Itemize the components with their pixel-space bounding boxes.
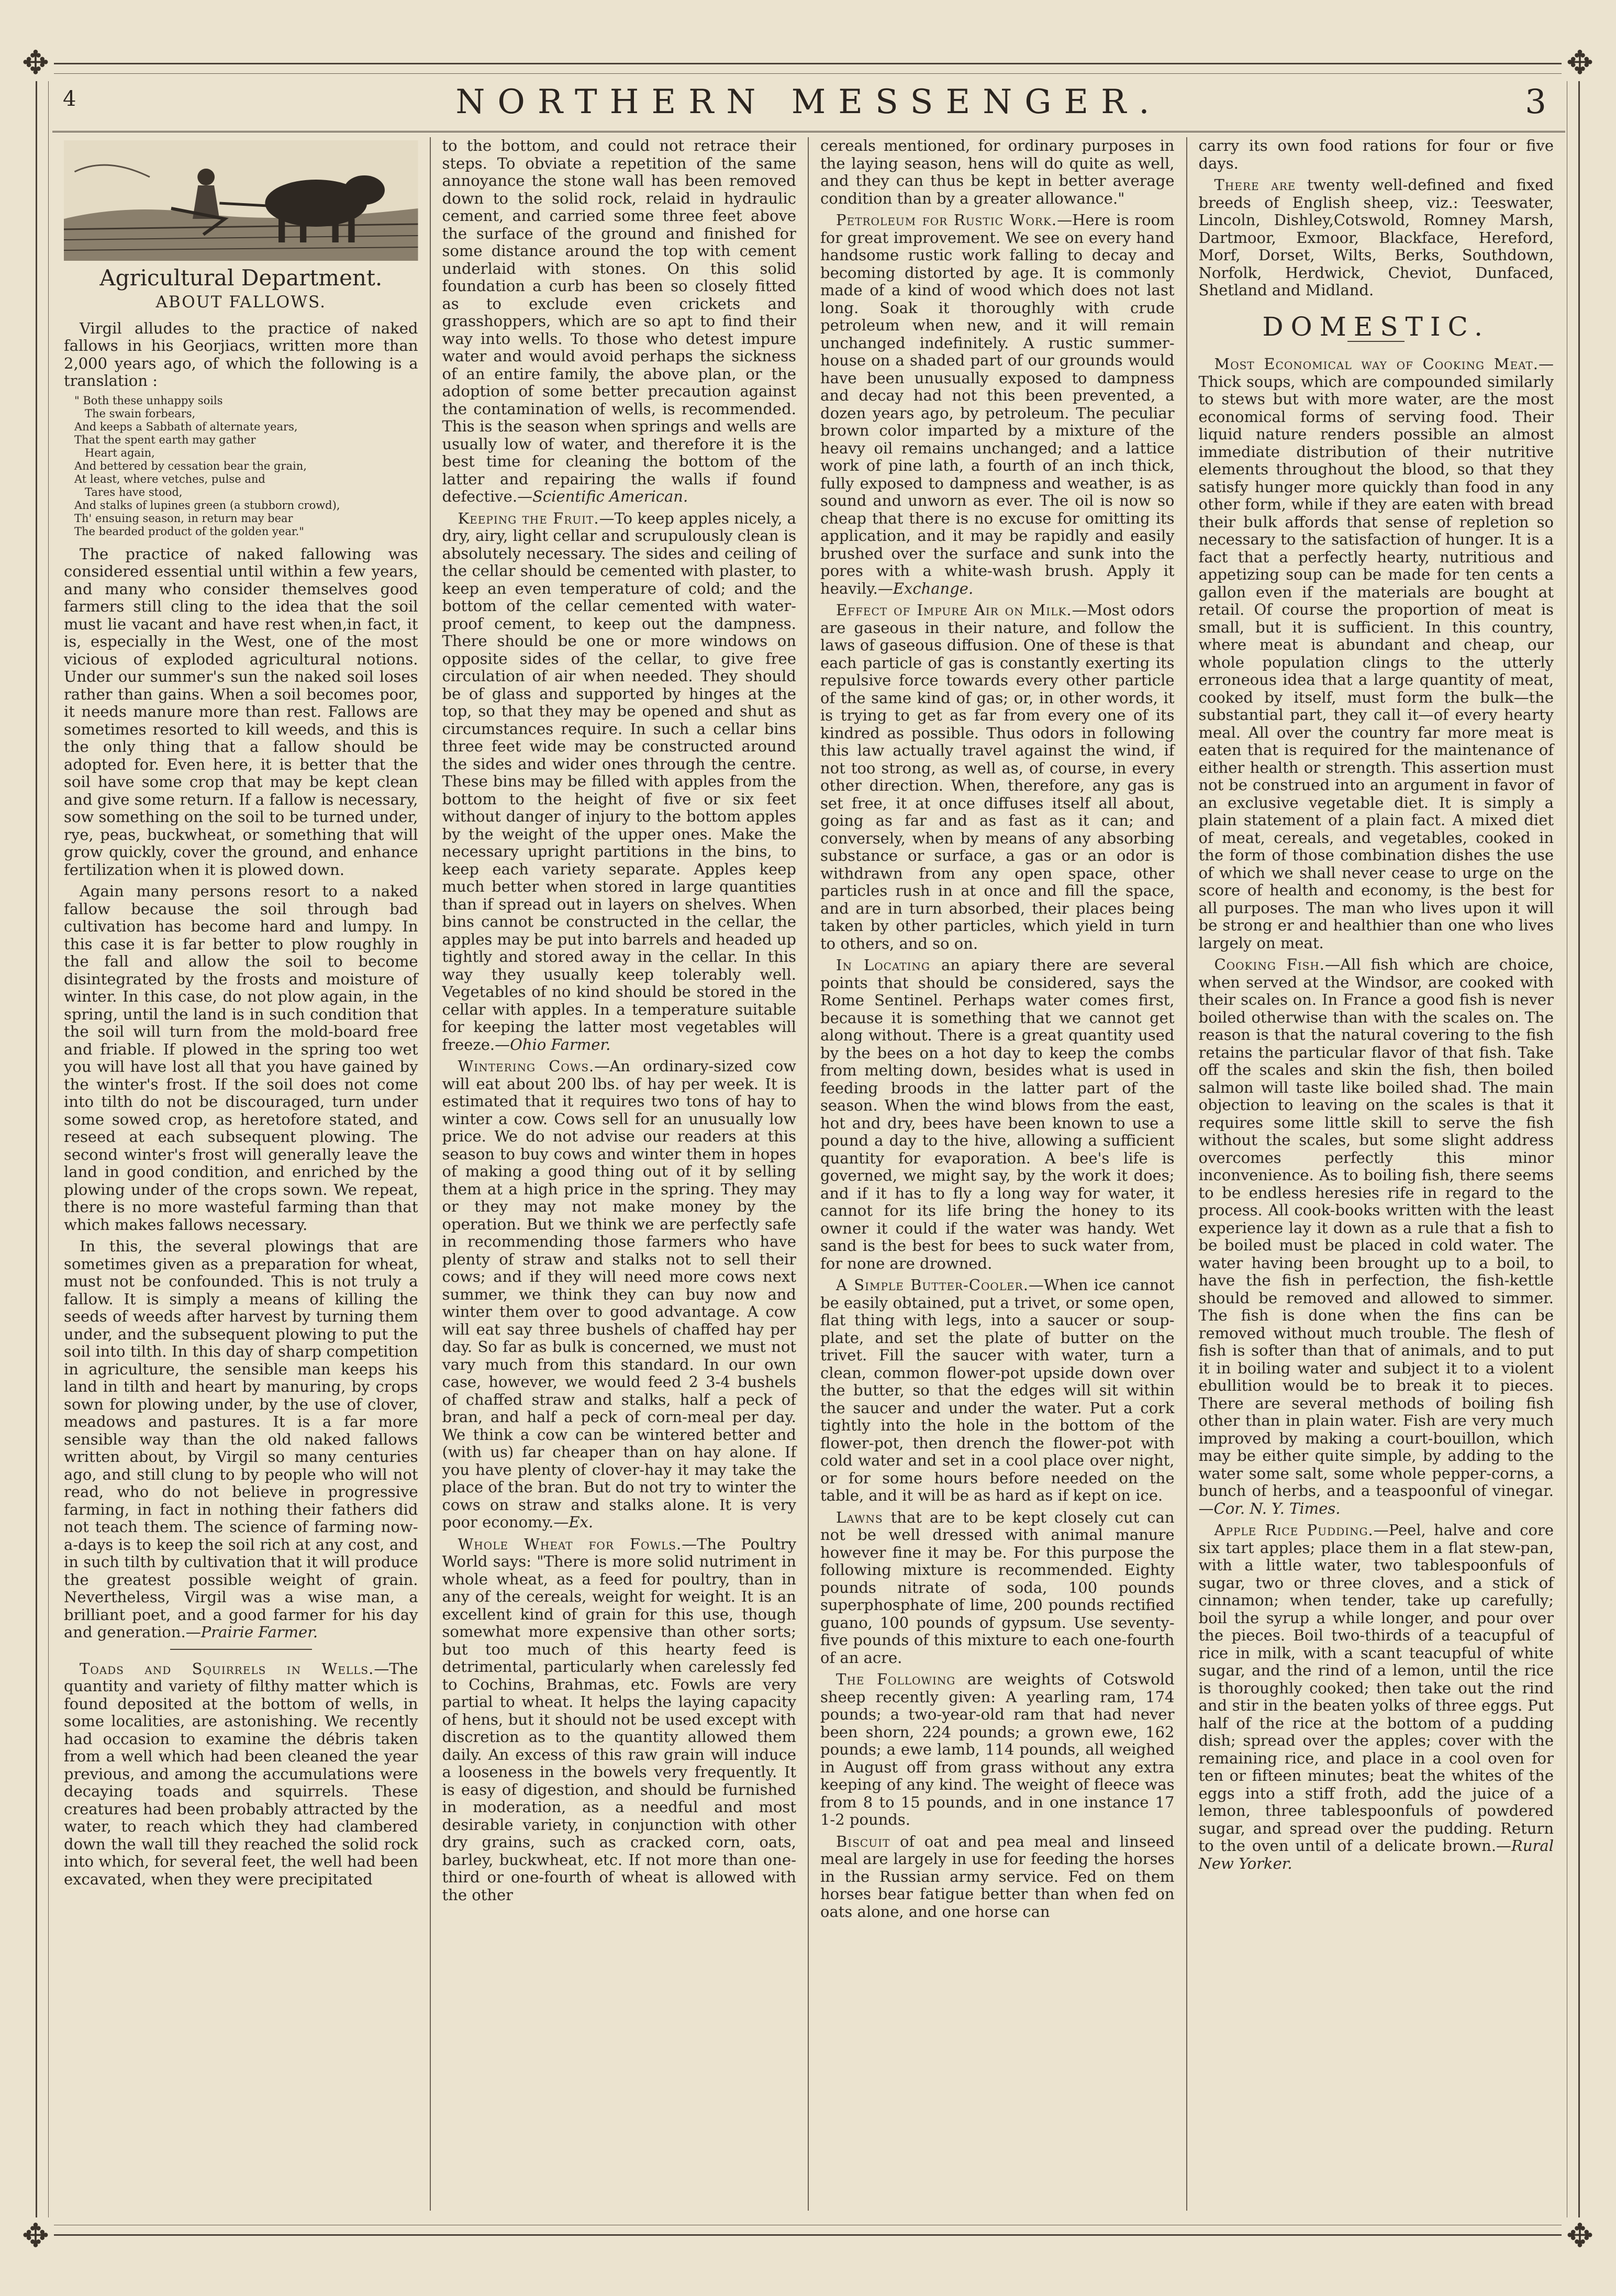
milk-article xyxy=(820,602,1175,952)
source-ohio-farmer: —Ohio Farmer. xyxy=(495,1035,611,1053)
masthead-left-mark: 4 xyxy=(63,87,76,111)
toads-continued-text: to the bottom, and could not retrace their steps. To obviate a repetition of the same annoyance the stone wall has been removed down to the solid rock, relaid in hydraulic cement, and carried some three feet above the surface of the ground and finished for some distance around the top with cement underlaid with stones. On this solid foundation a curb has been so closely fitted as to exclude even crickets and grasshoppers, which are so apt to find their way into wells. To those who detest impure water and would avoid perhaps the sickness of an entire family, the above plan, or the adoption of some better precaution against the contamination of wells, is recommended. This is the season when springs and wells are usually low of water, and therefore it is the best time for cleaning the bottom of the latter and repairing the walls if found defective. xyxy=(442,137,796,505)
petroleum-heading: Petroleum for Rustic Work. xyxy=(836,211,1057,229)
petroleum-article xyxy=(820,212,1175,597)
biscuit-heading: Biscuit xyxy=(836,1832,890,1850)
column-1 xyxy=(52,137,431,2211)
fruit-article xyxy=(442,510,797,1054)
source-exchange: —Exchange. xyxy=(877,579,974,597)
meat-article xyxy=(1199,356,1554,952)
source-scientific-american: —Scientific American. xyxy=(517,487,688,505)
apiary-article xyxy=(820,957,1175,1272)
wheat-text: —The Poultry World says: "There is more solid nutriment in whole wheat, as a feed for poultry, than in any of the cereals, weight for weight. It is an excellent kind of grain for this use, though somewhat more expensive than other sorts; but too much of this hearty feed is detrimental, particularly when carelessly fed to Cochins, Brahmas, etc. Fowls are very partial to wheat. It helps the laying capacity of hens, but it should not be used except with discretion as to the quantity allowed them daily. An excess of this raw grain will induce a looseness in the bowels very frequently. It is easy of digestion, and should be furnished in moderation, as a needful and most desirable variety, in conjunction with other dry grains, such as cracked corn, oats, barley, buckwheat, etc. If not more than one-third or one-fourth of wheat is allowed with the other xyxy=(442,1535,796,1904)
lawns-heading: Lawns xyxy=(836,1508,883,1526)
source-prairie-farmer: —Prairie Farmer. xyxy=(185,1623,318,1641)
cotswold-text: are weights of Cotswold sheep recently given: A yearling ram, 174 pounds; a two-year-old ram that had never been shorn, 224 pounds; a grown ewe, 162 pounds; a ewe lamb, 114 pounds, all weighed in August off from grass without any extra keeping of any kind. The weight of fleece was from 8 to 15 pounds, and in one instance 17 1-2 pounds. xyxy=(820,1670,1175,1828)
poem-line: At least, where vetches, pulse and xyxy=(74,472,265,485)
breeds-heading: There are xyxy=(1214,176,1296,194)
fish-text: —All fish which are choice, when served at the Windsor, are cooked with their scales on. In France a good fish is never boiled otherwise than with the scales on. The reason is that the natural covering to the fish retains the particular flavor of that fish. Take off the scales and skin the fish, then boiled salmon will taste like boiled shad. The main objection to leaving on the scales is that it requires some little skill to serve the fish without the scales, but some slight address overcomes perfectly this minor inconvenience. As to boiling fish, there seems to be endless heresies rife in regard to the process. All cook-books written with the least experience lay it down as a rule that a fish to be boiled must be placed in cold water. The water having been brought up to a boil, to have the fish in perfection, the fish-kettle should be removed and allowed to simmer. The fish is done when the fins can be removed without much trouble. The flesh of fish is softer than that of animals, and to put it in boiling water and subject it to a violent ebullition would be to break it to pieces. There are several methods of boiling fish other than in plain water. Fish are very much improved by making a court-bouillon, which may be either quite simple, by adding to the water some salt, some whole pepper-corns, a bunch of herbs, and a teaspoonful of vinegar. xyxy=(1198,956,1554,1500)
lawns-article xyxy=(820,1509,1175,1667)
corner-ornament-top-left: ✥ xyxy=(17,45,54,81)
source-ny-times: —Cor. N. Y. Times. xyxy=(1198,1499,1341,1517)
petroleum-text: —Here is room for great improvement. We see on every hand handsome rustic work falling to decay and becoming distorted by age. It is commonly made of a kind of wood which does not last long. Soak it thoroughly with crude petroleum when new, and it will remain unchanged indefinitely. A rustic summer-house on a shaded part of our grounds would have been unusually exposed to dampness and decay had not this been prevented, a dozen years ago, by petroleum. The peculiar brown color imparted by a mixture of the heavy oil remains unchanged; and a lattice work of pine lath, a fourth of an inch thick, fully exposed to dampness and weather, is as sound and unworn as ever. The oil is now so cheap that there is no excuse for omitting its application, and it may be rapidly and easily brushed over the surface and sunk into the pores with a white-wash brush. Apply it heavily. xyxy=(820,211,1175,597)
meat-text: —Thick soups, which are compounded similarly to stews but with more water, are the most economical forms of serving food. Their liquid nature renders possible an almost immediate distribution of their nutritive elements throughout the blood, so that they satisfy hunger more quickly than food in any other form, while if they are eaten with bread their bulk affords that sense of repletion so necessary to the satisfaction of hunger. It is a fact that a perfectly hearty, nutritious and appetizing soup can be made for ten cents a gallon even if the materials are bought at retail. Of course the proportion of meat is small, but it is sufficient. In this country, where meat is abundant and cheap, our whole population clings to the utterly erroneous idea that a large quantity of meat, cooked by itself, must form the bulk—the substantial part, they call it—of every hearty meal. All over the country far more meat is eaten that is required for the maintenance of either health or strength. This assertion must not be construed into an argument in favor of an exclusive vegetable diet. It is simply a plain statement of a plain fact. A mixed diet of meat, cereals, and vegetables, cooked in the form of those combination dishes the use of which we shall never cease to urge on the score of health and economy, is the best for all purposes. The man who lives upon it will be strong er and healthier than one who lives largely on meat. xyxy=(1198,355,1554,952)
poem-line: " Both these unhappy soils xyxy=(74,394,223,407)
cotswold-heading: The Following xyxy=(836,1670,956,1688)
toads-article xyxy=(64,1660,418,1889)
poem-line: Th' ensuing season, in return may bear xyxy=(74,512,293,525)
column-3 xyxy=(809,137,1187,2211)
apiary-text: an apiary there are several points that should be considered, says the Rome Sentinel. Perhaps water comes first, because it is something that we cannot get along without. There is a great quantity used by the bees on a hot day to keep the combs from melting down, besides what is used in feeding broods in the latter part of the season. When the wind blows from the east, hot and dry, bees have been known to use a pound a day to the hive, allowing a sufficient quantity for evaporation. A bee's life is governed, we might say, by the work it does; and if it has to fly a long way for water, it cannot for its life bring the honey to its owner it could if the water was handy. Wet sand is the best for bees to suck water from, for none are drowned. xyxy=(820,956,1175,1272)
biscuit-continued: carry its own food rations for four or five days. xyxy=(1198,137,1554,172)
newspaper-title: NORTHERN MESSENGER. xyxy=(455,83,1162,121)
article-divider xyxy=(170,1649,312,1650)
cows-text: —An ordinary-sized cow will eat about 200 lbs. of hay per week. It is estimated that it requires two tons of hay to winter a cow. Cows sell for an unusually low price. We do not advise our readers at this season to buy cows and winter them in hopes of making a good thing out of it by selling them at a high price in the spring. They may or they may not make money by the operation. But we think we are perfectly safe in recommending those farmers who have plenty of straw and stalks not to sell their cows; and if they will need more cows next summer, we think they can buy now and winter them over to good advantage. A cow will eat say three bushels of chaffed hay per day. So far as bulk is concerned, we must not vary much from this standard. In our own case, however, we would feed 2 3-4 bushels of chaffed straw and stalks, half a peck of bran, and half a peck of corn-meal per day. We think a cow can be wintered better and (with us) far cheaper than on hay alone. If you have plenty of clover-hay it may take the place of the bran. But do not try to winter the cows on straw and stalks alone. It is very poor economy. xyxy=(442,1057,796,1531)
masthead xyxy=(52,73,1565,132)
corner-ornament-top-right: ✥ xyxy=(1562,45,1598,81)
cows-heading: Wintering Cows. xyxy=(458,1057,595,1075)
wheat-article xyxy=(442,1536,797,1904)
corner-ornament-bottom-left: ✥ xyxy=(17,2217,54,2254)
milk-text: —Most odors are gaseous in their nature, and follow the laws of gaseous diffusion. One of these is that each particle of gas is constantly exerting its repulsive force towards every other particle of the same kind of gas; or, in other words, it is trying to get as far from every one of its kindred as possible. Thus odors in following this law actually travel against the wind, if not too strong, as well as, of course, in every other direction. When, therefore, any gas is set free, it at once diffuses itself all about, going as far and as fast as it can; and conversely, when by means of any absorbing substance or surface, a gas or an odor is withdrawn from any open space, other particles rush in at once and fill the space, and are in turn absorbed, their places being taken by other particles, which yield in turn to others, and so on. xyxy=(820,601,1175,952)
pudding-article xyxy=(1199,1522,1554,1872)
toads-continued xyxy=(442,137,797,506)
butter-heading: A Simple Butter-Cooler. xyxy=(836,1276,1029,1294)
plowing-illustration xyxy=(64,140,418,261)
fish-heading: Cooking Fish. xyxy=(1214,956,1325,973)
biscuit-article xyxy=(820,1833,1175,1921)
virgil-poem xyxy=(74,394,418,538)
poem-line: The swain forbears, xyxy=(74,407,196,420)
poem-line: Heart again, xyxy=(74,446,155,459)
butter-article xyxy=(820,1277,1175,1505)
cotswold-article xyxy=(820,1671,1175,1829)
source-rural-new-yorker: —Rural New Yorker. xyxy=(1198,1837,1554,1872)
toads-text: —The quantity and variety of filthy matter which is found deposited at the bottom of wells, in some localities, are astonishing. We recently had occasion to examine the débris taken from a well which had been cleaned the year previous, and among the accumulations were decaying toads and squirrels. These creatures had been probably attracted by the water, to reach which they had clambered down the wall till they reached the solid rock into which, for several feet, the well had been excavated, when they were precipitated xyxy=(64,1659,418,1888)
section-title-domestic: DOMESTIC. xyxy=(1262,311,1490,342)
wheat-heading: Whole Wheat for Fowls. xyxy=(458,1535,682,1553)
toads-heading: Toads and Squirrels in Wells. xyxy=(80,1659,374,1678)
poem-line: That the spent earth may gather xyxy=(74,433,256,446)
poem-line: And keeps a Sabbath of alternate years, xyxy=(74,420,298,433)
apiary-heading: In Locating xyxy=(836,956,930,974)
fruit-heading: Keeping the Fruit. xyxy=(458,509,599,527)
biscuit-text: of oat and pea meal and linseed meal are largely in use for feeding the horses in the Russian army service. Fed on them horses bear fatigue better than when fed on oats alone, and one horse can xyxy=(820,1832,1175,1921)
fish-article xyxy=(1199,956,1554,1517)
poem-line: The bearded product of the golden year." xyxy=(74,525,304,538)
column-4 xyxy=(1187,137,1566,2211)
poem-line: And stalks of lupines green (a stubborn crowd), xyxy=(74,498,340,512)
fallows-intro: Virgil alludes to the practice of naked fallows in his Georjiacs, written more than 2,000 years ago, of which the following is a translation : xyxy=(64,319,418,390)
article-title-fallows: ABOUT FALLOWS. xyxy=(155,293,326,312)
fallows-paragraph-3-text: In this, the several plowings that are sometimes given as a preparation for wheat, must not be confounded. This is not truly a fallow. It is simply a means of killing the seeds of weeds after harvest by turning them under, and the subsequent plowing to put the soil into tilth. In this day of sharp competition in agriculture, the sensible man keeps his land in tilth and heart by manuring, by crops sown for plowing under, by the use of clover, meadows and pastures. It is a far more sensible way than the old naked fallows written about, by Virgil so many centuries ago, and still clung to by people who will not read, who do not believe in progressive farming, in fact in nothing their fathers did not teach them. The science of farming now-a-days is to keep the soil rich at any cost, and in such tilth by cultivation that it will produce the greatest possible weight of grain. Nevertheless, Virgil was a wise man, a brilliant poet, and a good farmer for his day and generation. xyxy=(64,1237,418,1641)
poem-line: Tares have stood, xyxy=(74,485,183,498)
article-columns xyxy=(52,137,1565,2211)
fallows-paragraph-3 xyxy=(64,1238,418,1641)
pudding-text: —Peel, halve and core six tart apples; place them in a flat stew-pan, with a little water, two tablespoonfuls of sugar, two or three cloves, and a stick of cinnamon; when tender, take up carefully; boil the syrup a while longer, and pour over the pieces. Boil two-thirds of a teacupful of rice in milk, with a scant teacupful of white sugar, and the rind of a lemon, until the rice is thoroughly cooked; then take out the rind and stir in the beaten yolks of three eggs. Put half of the rice at the bottom of a pudding dish; spread over the apples; cover with the remaining rice, and place in a cool oven for ten or fifteen minutes; beat the whites of the eggs into a stiff froth, add the juice of a lemon, three tablespoonfuls of powdered sugar, and spread over the pudding. Return to the oven until of a delicate brown. xyxy=(1198,1521,1554,1855)
fruit-text: —To keep apples nicely, a dry, airy, light cellar and scrupulously clean is absolutely necessary. The sides and ceiling of the cellar should be cemented with plaster, to keep an even temperature of cold; and the bottom of the cellar cemented with water-proof cement, to keep out the dampness. There should be one or more windows on opposite sides of the cellar, to give free circulation of air when needed. They should be of glass and supported by hinges at the top, so that they may be opened and shut as circumstances require. In such a cellar bins three feet wide may be constructed around the sides and wider ones through the centre. These bins may be filled with apples from the bottom to the height of five or six feet without danger of injury to the bottom apples by the weight of the upper ones. Make the necessary upright partitions in the bins, to keep each variety separate. Apples keep much better when stored in large quantities than if spread out in layers on shelves. When bins cannot be constructed in the cellar, the apples may be put into barrels and headed up tightly and stored away in the cellar. In this way they usually keep tolerably well. Vegetables of no kind should be stored in the cellar with apples. In a temperature suitable for keeping the latter most vegetables will freeze. xyxy=(442,509,796,1053)
section-title-agricultural: Agricultural Department. xyxy=(99,264,383,291)
column-2 xyxy=(431,137,809,2211)
poem-line: And bettered by cessation bear the grain, xyxy=(74,459,307,472)
corner-ornament-bottom-right: ✥ xyxy=(1562,2217,1598,2254)
milk-heading: Effect of Impure Air on Milk. xyxy=(836,601,1072,619)
lawns-text: that are to be kept closely cut can not be well dressed with animal manure however fine it may be. For this purpose the following mixture is recommended. Eighty pounds nitrate of soda, 100 pounds superphosphate of lime, 200 pounds rectified guano, 100 pounds of gypsum. Use seventy-five pounds of this mixture to each one-fourth of an acre. xyxy=(820,1508,1175,1667)
cows-article xyxy=(442,1058,797,1532)
breeds-article xyxy=(1199,176,1554,300)
source-ex: —Ex. xyxy=(553,1513,594,1531)
pudding-heading: Apple Rice Pudding. xyxy=(1214,1521,1374,1539)
butter-text: —When ice cannot be easily obtained, put a trivet, or some open, flat thing with legs, into a saucer or soup-plate, and set the plate of butter on the trivet. Fill the saucer with water, turn a clean, common flower-pot upside down over the butter, so that the edges will sit within the saucer and under the water. Put a cork tightly into the hole in the bottom of the flower-pot, then drench the flower-pot with cold water and set in a cool place over night, or for some hours before needed on the table, and it will be as hard as if kept on ice. xyxy=(820,1276,1175,1504)
meat-heading: Most Economical way of Cooking Meat. xyxy=(1214,355,1539,373)
breeds-text: twenty well-defined and fixed breeds of English sheep, viz.: Teeswater, Lincoln, Dishley,Cotswold, Romney Marsh, Dartmoor, Exmoor, Blackface, Hereford, Morf, Dorset, Wilts, Berks, Southdown, Norfolk, Herdwick, Cheviot, Dunfaced, Shetland and Midland. xyxy=(1198,176,1554,299)
fallows-paragraph-2: Again many persons resort to a naked fallow because the soil through bad cultivation has become hard and lumpy. In this case it is far better to plow roughly in the fall and allow the soil to become disintegrated by the frosts and moisture of winter. In this case, do not plow again, in the spring, until the land is in such condition that the soil will turn from the mold-board free and friable. If plowed in the spring too wet you will have lost all that you have gained by the winter's frost. If the soil does not come into tilth do not be discouraged, turn under some sowed crop, as heretofore stated, and reseed at each subsequent plowing. The second winter's frost will generally leave the land in good condition, and enriched by the plowing under of the crops sown. We repeat, there is no more wasteful farming than that which makes fallows necessary. xyxy=(64,882,418,1234)
fallows-paragraph-1: The practice of naked fallowing was considered essential until within a few years, and many who consider themselves good farmers still cling to the idea that the soil must lie vacant and have rest when,in fact, it is, especially in the West, one of the most vicious of exploded agricultural notions. Under our summer's sun the naked soil loses rather than gains. When a soil becomes poor, it needs manure more than rest. Fallows are sometimes resorted to kill weeds, and this is the only thing that a fallow should be adopted for. Even here, it is better that the soil have some crop that may be kept clean and give some return. If a fallow is necessary, sow something on the soil to be turned under, rye, peas, buckwheat, or something that will grow quickly, cover the ground, and enhance fertilization when it is plowed down. xyxy=(64,545,418,879)
wheat-continued: cereals mentioned, for ordinary purposes in the laying season, hens will do quite as well, and they can thus be kept in better average condition than by a greater allowance." xyxy=(820,137,1175,207)
page-number: 3 xyxy=(1525,83,1546,121)
